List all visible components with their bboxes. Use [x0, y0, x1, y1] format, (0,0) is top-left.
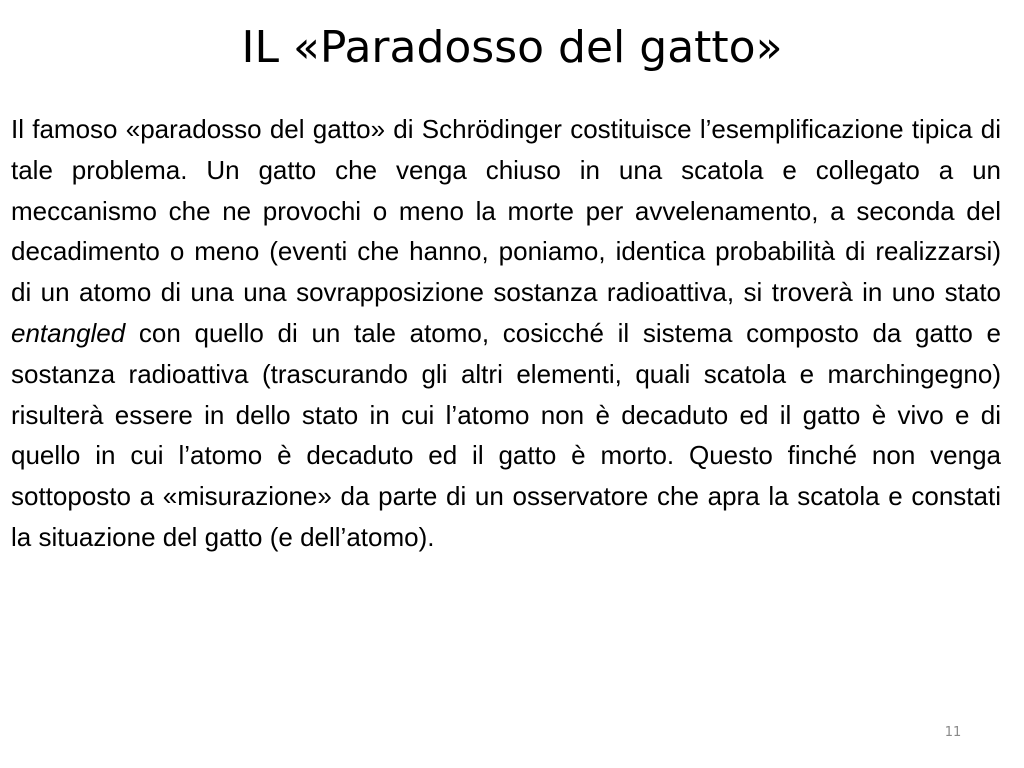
- body-text-intro: Il famoso «paradosso del gatto» di Schrödinger costituisce l’esemplificazione tipica di tale problema. Un gatto che venga chiuso in una scatola e collegato a un meccanismo che ne provochi o meno la morte per avvelenamento, a seconda del decadimento o meno (eventi che hanno, poniamo, identica probabilità di realizzarsi) di un atomo di una una sovrapposizione sostanza radioattiva, si troverà in uno stato: [11, 114, 1001, 308]
- slide-title: IL «Paradosso del gatto»: [241, 22, 783, 73]
- slide-body-paragraph: [11, 109, 1001, 558]
- body-italic-term: entangled: [11, 317, 126, 348]
- body-text-conclusion: con quello di un tale atomo, cosicché il sistema composto da gatto e sostanza radioattiva (trascurando gli altri elementi, quali scatola e marchingegno) risulterà essere in dello stato in cui l’atomo non è decaduto ed il gatto è vivo e di quello in cui l’atomo è decaduto ed il gatto è morto. Questo finché non venga sottoposto a «misurazione» da parte di un osservatore che apra la scatola e constati la situazione del gatto (e dell’atomo).: [11, 317, 1001, 552]
- page-number: 11: [944, 725, 962, 740]
